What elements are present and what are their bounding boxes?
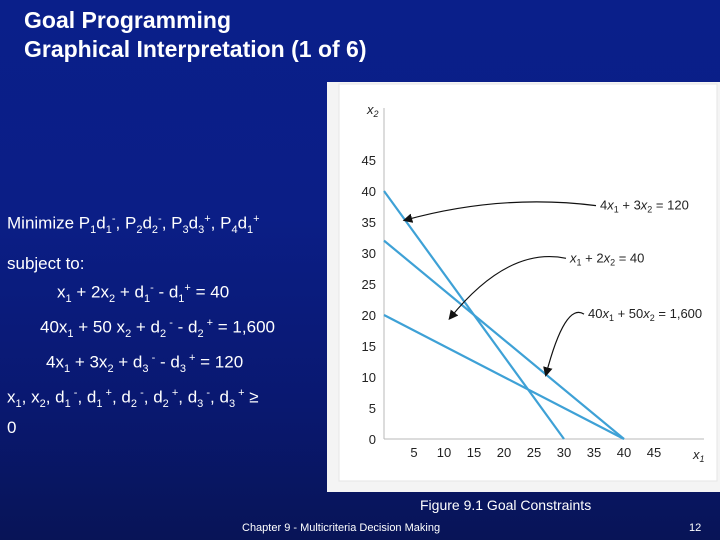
goal-programming-model	[7, 207, 327, 440]
x-tick-label: 40	[616, 445, 632, 460]
nonnegativity-constraint: $x_1$, $x_2$, $d_1$ -, $d_1$ +, $d_2$ -, $d_2$ +, $d_3$ -, $d_3$ + ≥	[7, 387, 259, 411]
constraint-annotation-label: $4x_1 + 3x_2 = 120$	[600, 197, 689, 215]
y-tick-label: 30	[361, 246, 376, 261]
nonnegativity-zero: 0	[7, 418, 17, 438]
y-tick-label: 15	[361, 339, 376, 354]
y-tick-label: 20	[361, 308, 376, 323]
page-number: 12	[689, 522, 702, 534]
slide-title-line-2: Graphical Interpretation (1 of 6)	[24, 36, 367, 62]
x-tick-label: 30	[556, 445, 572, 460]
y-tick-label: 5	[368, 401, 376, 416]
x-tick-label: 35	[586, 445, 602, 460]
x-tick-label: 10	[436, 445, 452, 460]
x-tick-label: 5	[410, 445, 418, 460]
x-tick-label: 20	[496, 445, 512, 460]
constraint-3: $4x_1 + 3x_2 + d_3$ $^- - d_3$ + = 120	[46, 352, 244, 376]
constraint-2: $40x_1 + 50$ $x_2 + d_2$ $^- - d_2$ + = 1,600	[40, 317, 275, 341]
goal-constraints-chart	[327, 82, 720, 492]
y-tick-label: 25	[361, 277, 376, 292]
figure-caption: Figure 9.1 Goal Constraints	[420, 497, 592, 513]
y-tick-label: 35	[361, 215, 376, 230]
constraint-1: $x_1 + 2x_2 + d_1^- - d_1^+ = 40$	[57, 282, 230, 306]
slide-title-line-1: Goal Programming	[24, 7, 232, 33]
x-tick-label: 15	[466, 445, 482, 460]
constraint-annotation-label: $40x_1 + 50x_2 = 1,600$	[588, 306, 703, 324]
y-tick-label: 45	[361, 153, 376, 168]
subject-to-label: subject to:	[7, 254, 85, 274]
x-axis-label: $x_1$	[693, 447, 705, 464]
goal-constraints-figure	[327, 82, 720, 492]
y-tick-label: 10	[361, 370, 376, 385]
y-axis-label: $x_2$	[367, 102, 379, 119]
slide-title	[24, 6, 367, 64]
objective-function: Minimize $P_1d_1^-$, $P_2d_2^-$, $P_3d_3^+$, $P_4d_1^+$	[7, 213, 260, 237]
x-tick-label: 45	[646, 445, 662, 460]
y-tick-label: 40	[361, 184, 376, 199]
x-tick-label: 25	[526, 445, 542, 460]
constraint-annotation-label: $x_1 + 2x_2 = 40$	[570, 250, 645, 268]
slide-footer: Chapter 9 - Multicriteria Decision Making	[242, 522, 441, 534]
y-tick-label: 0	[368, 432, 376, 447]
